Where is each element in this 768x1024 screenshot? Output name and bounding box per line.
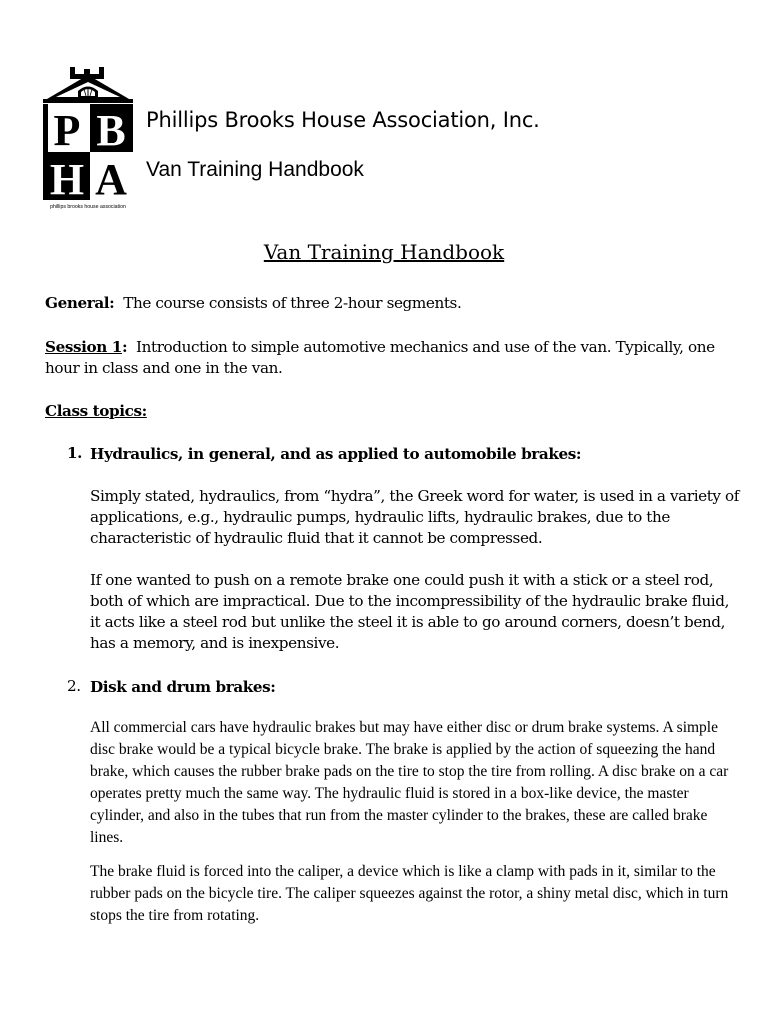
- topic-2-paragraph-2: The brake fluid is forced into the caliper, a device which is like a clamp with pads in it, similar to the rubber pads on the bicycle tire. The caliper squeezes against the rotor, a shiny metal disc, which in turn stops the tire from rotating.: [90, 863, 729, 924]
- general-text: The course consists of three 2-hour segments.: [123, 294, 462, 312]
- logo-letter-h: H: [49, 155, 85, 204]
- topic-1-number: 1.: [67, 444, 83, 462]
- header-subtitle: Van Training Handbook: [146, 158, 364, 181]
- topic-1-heading-text: Hydraulics, in general, and as applied to automobile brakes:: [90, 445, 582, 463]
- topic-2-number: 2.: [67, 677, 81, 695]
- session1-colon: :: [121, 338, 128, 356]
- logo-letter-a: A: [95, 155, 127, 204]
- session1-label: Session 1: [45, 338, 122, 356]
- topic-1-paragraph-1: Simply stated, hydraulics, from “hydra”, the Greek word for water, is used in a variety of applications, e.g., hydraulic pumps, hydraulic lifts, hydraulic brakes, due to the characteristic of hydraulic fluid that it cannot be compressed.: [90, 487, 740, 547]
- session1-paragraph: [45, 337, 735, 379]
- topic-1-paragraph-2: If one wanted to push on a remote brake one could push it with a stick or a steel rod, both of which are impractical. Due to the incompressibility of the hydraulic brake fluid, it acts like a steel rod but unlike the steel it is able to go around corners, doesn’t bend, has a memory, and is inexpensive.: [90, 571, 729, 652]
- org-name: Phillips Brooks House Association, Inc.: [146, 108, 540, 132]
- topic-1-heading: [90, 444, 740, 465]
- pbha-logo-graphic: [40, 66, 136, 212]
- topic-2-paragraph-1: All commercial cars have hydraulic brakes but may have either disc or drum brake systems. A simple disc brake would be a typical bicycle brake. The brake is applied by the action of squeezing the hand brake, which causes the rubber brake pads on the tire to stop the tire from rolling. A disc brake on a car operates pretty much the same way. The hydraulic fluid is stored in a box-like device, the master cylinder, and also in the tubes that run from the master cylinder to the brakes, these are called brake lines.: [90, 719, 729, 846]
- logo-letter-b: B: [96, 106, 126, 155]
- logo-caption: phillips brooks house association: [50, 204, 126, 210]
- topic-2-heading: [90, 677, 740, 698]
- document-title: Van Training Handbook: [263, 240, 505, 264]
- general-label: General:: [45, 294, 115, 312]
- class-topics-heading: [45, 401, 735, 422]
- pbha-logo: [40, 66, 136, 212]
- general-paragraph: [45, 293, 735, 314]
- session1-text: Introduction to simple automotive mechanics and use of the van. Typically, one hour in class and one in the van.: [45, 338, 715, 377]
- class-topics-label: Class topics:: [45, 402, 147, 420]
- topic-2-heading-text: Disk and drum brakes:: [90, 678, 276, 696]
- logo-letter-p: P: [53, 106, 81, 155]
